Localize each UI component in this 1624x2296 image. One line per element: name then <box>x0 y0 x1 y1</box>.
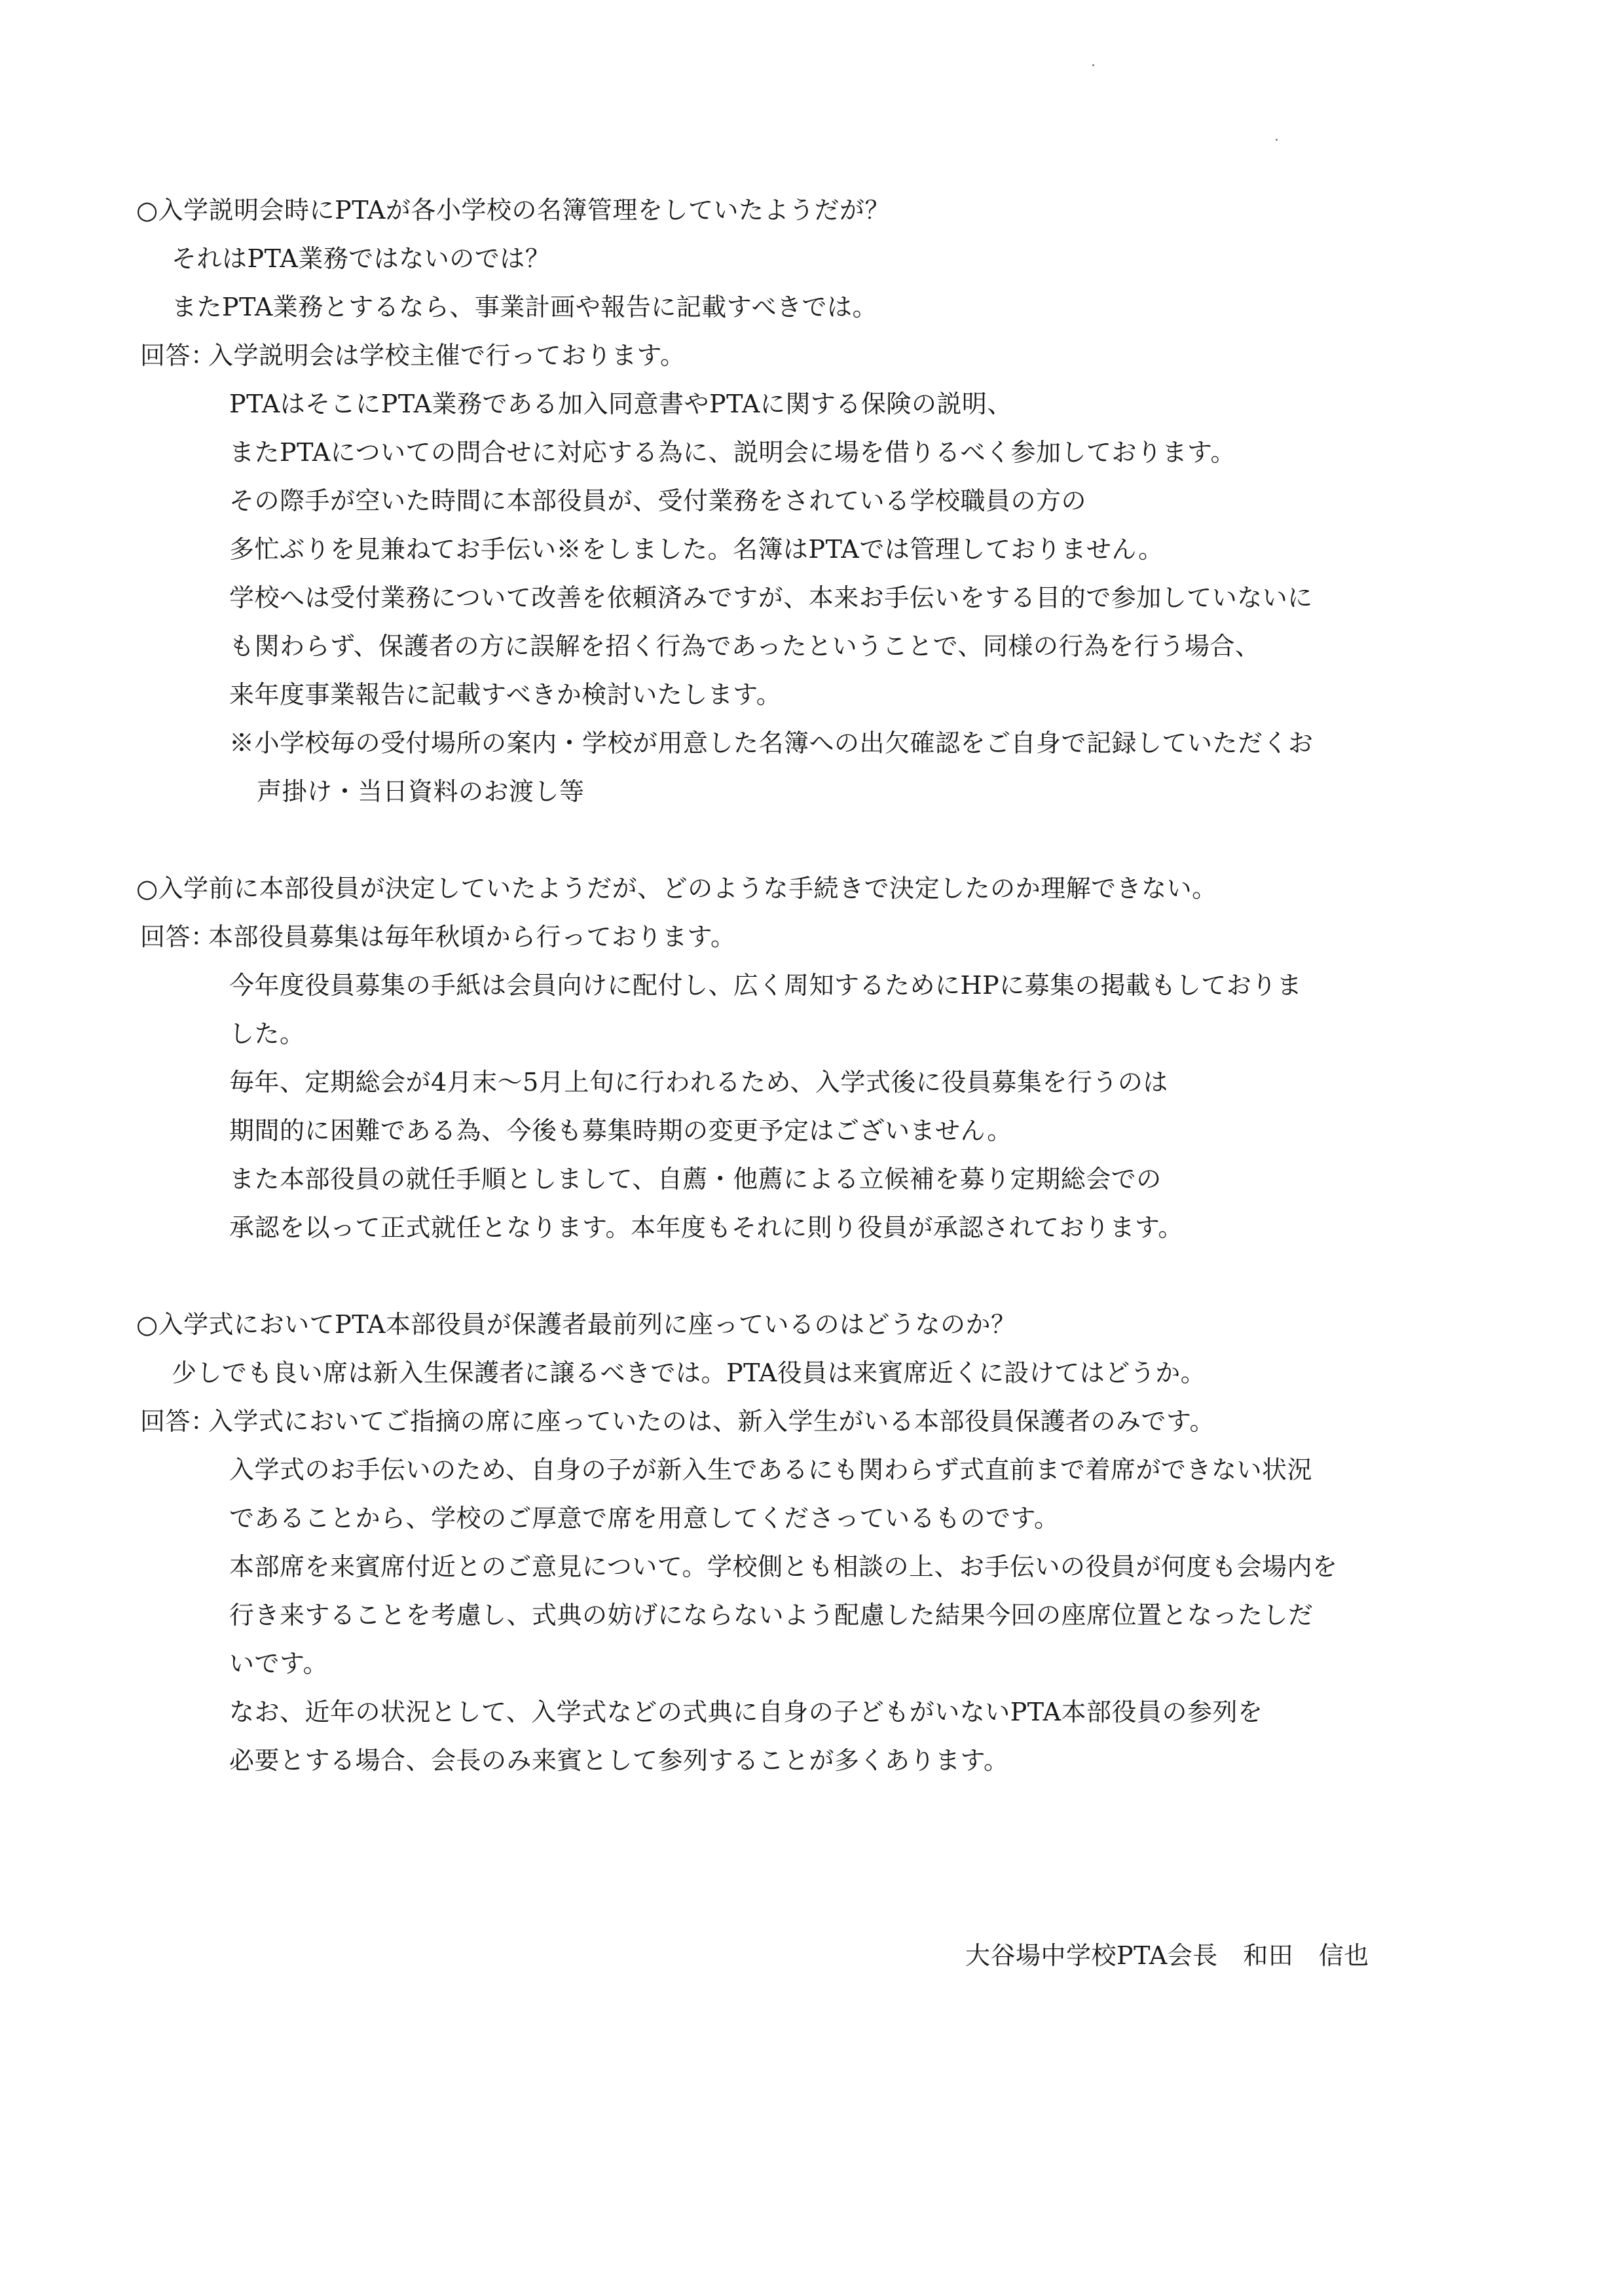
answer-line: 行き来することを考慮し、式典の妨げにならないよう配慮した結果今回の座席位置となったしだ <box>229 1601 1314 1630</box>
answer-line: その際手が空いた時間に本部役員が、受付業務をされている学校職員の方の <box>229 486 1087 515</box>
answer-line: も関わらず、保護者の方に誤解を招く行為であったということで、同様の行為を行う場合、 <box>229 632 1261 661</box>
answer-line: また本部役員の就任手順としまして、自薦・他薦による立候補を募り定期総会での <box>229 1165 1162 1194</box>
footnote-line: ※小学校毎の受付場所の案内・学校が用意した名簿への出欠確認をご自身で記録していただくお <box>229 729 1314 757</box>
footnote-line: 声掛け・当日資料のお渡し等 <box>257 777 585 806</box>
question-line: ○入学式においてPTA本部役員が保護者最前列に座っているのはどうなのか？ <box>136 1310 1016 1339</box>
answer-line: 期間的に困難である為、今後も募集時期の変更予定はございません。 <box>229 1116 1012 1145</box>
answer-line: 学校へは受付業務について改善を依頼済みですが、本来お手伝いをする目的で参加していないに <box>229 583 1313 612</box>
answer-line: またPTAについての問合せに対応する為に、説明会に場を借りるべく参加しております。 <box>229 438 1236 467</box>
question-line: ○入学前に本部役員が決定していたようだが、どのような手続きで決定したのか理解できない。 <box>136 874 1217 903</box>
answer-line: であることから、学校のご厚意で席を用意してくださっているものです。 <box>229 1504 1060 1533</box>
answer-line: 本部役員募集は毎年秋頃から行っております。 <box>208 922 736 951</box>
answer-line: 入学式においてご指摘の席に座っていたのは、新入学生がいる本部役員保護者のみです。 <box>208 1407 1215 1436</box>
question-line: またPTA業務とするなら、事業計画や報告に記載すべきでは。 <box>172 293 878 321</box>
question-line: それはPTA業務ではないのでは？ <box>172 244 551 273</box>
answer-label: 回答： <box>140 922 216 951</box>
answer-line: いです。 <box>229 1649 328 1678</box>
answer-line: 必要とする場合、会長のみ来賓として参列することが多くあります。 <box>229 1746 1009 1775</box>
answer-label: 回答： <box>140 1407 216 1436</box>
answer-line: 本部席を来賓席付近とのご意見について。学校側とも相談の上、お手伝いの役員が何度も会場内を <box>229 1552 1338 1581</box>
answer-line: 来年度事業報告に記載すべきか検討いたします。 <box>229 680 782 709</box>
answer-line: 毎年、定期総会が4月末～5月上旬に行われるため、入学式後に役員募集を行うのは <box>229 1068 1168 1097</box>
question-line: ○入学説明会時にPTAが各小学校の名簿管理をしていたようだが？ <box>136 196 890 225</box>
answer-line: 入学式のお手伝いのため、自身の子が新入生であるにも関わらず式直前まで着席ができない状況 <box>229 1455 1312 1484</box>
answer-line: なお、近年の状況として、入学式などの式典に自身の子どもがいないPTA本部役員の参列を <box>229 1698 1263 1726</box>
answer-line: 入学説明会は学校主催で行っております。 <box>208 341 686 370</box>
answer-line: 今年度役員募集の手紙は会員向けに配付し、広く周知するためにHPに募集の掲載もしておりま <box>229 971 1302 1000</box>
question-line: 少しでも良い席は新入生保護者に譲るべきでは。PTA役員は来賓席近くに設けてはどうか。 <box>172 1358 1206 1387</box>
signature: 大谷場中学校PTA会長 和田 信也 <box>965 1941 1369 1970</box>
answer-line: した。 <box>229 1019 305 1048</box>
answer-line: 承認を以って正式就任となります。本年度もそれに則り役員が承認されております。 <box>229 1213 1183 1242</box>
answer-line: 多忙ぶりを見兼ねてお手伝い※をしました。名簿はPTAでは管理しておりません。 <box>229 535 1164 564</box>
answer-label: 回答： <box>140 341 216 370</box>
answer-line: PTAはそこにPTA業務である加入同意書やPTAに関する保険の説明、 <box>229 390 1012 418</box>
